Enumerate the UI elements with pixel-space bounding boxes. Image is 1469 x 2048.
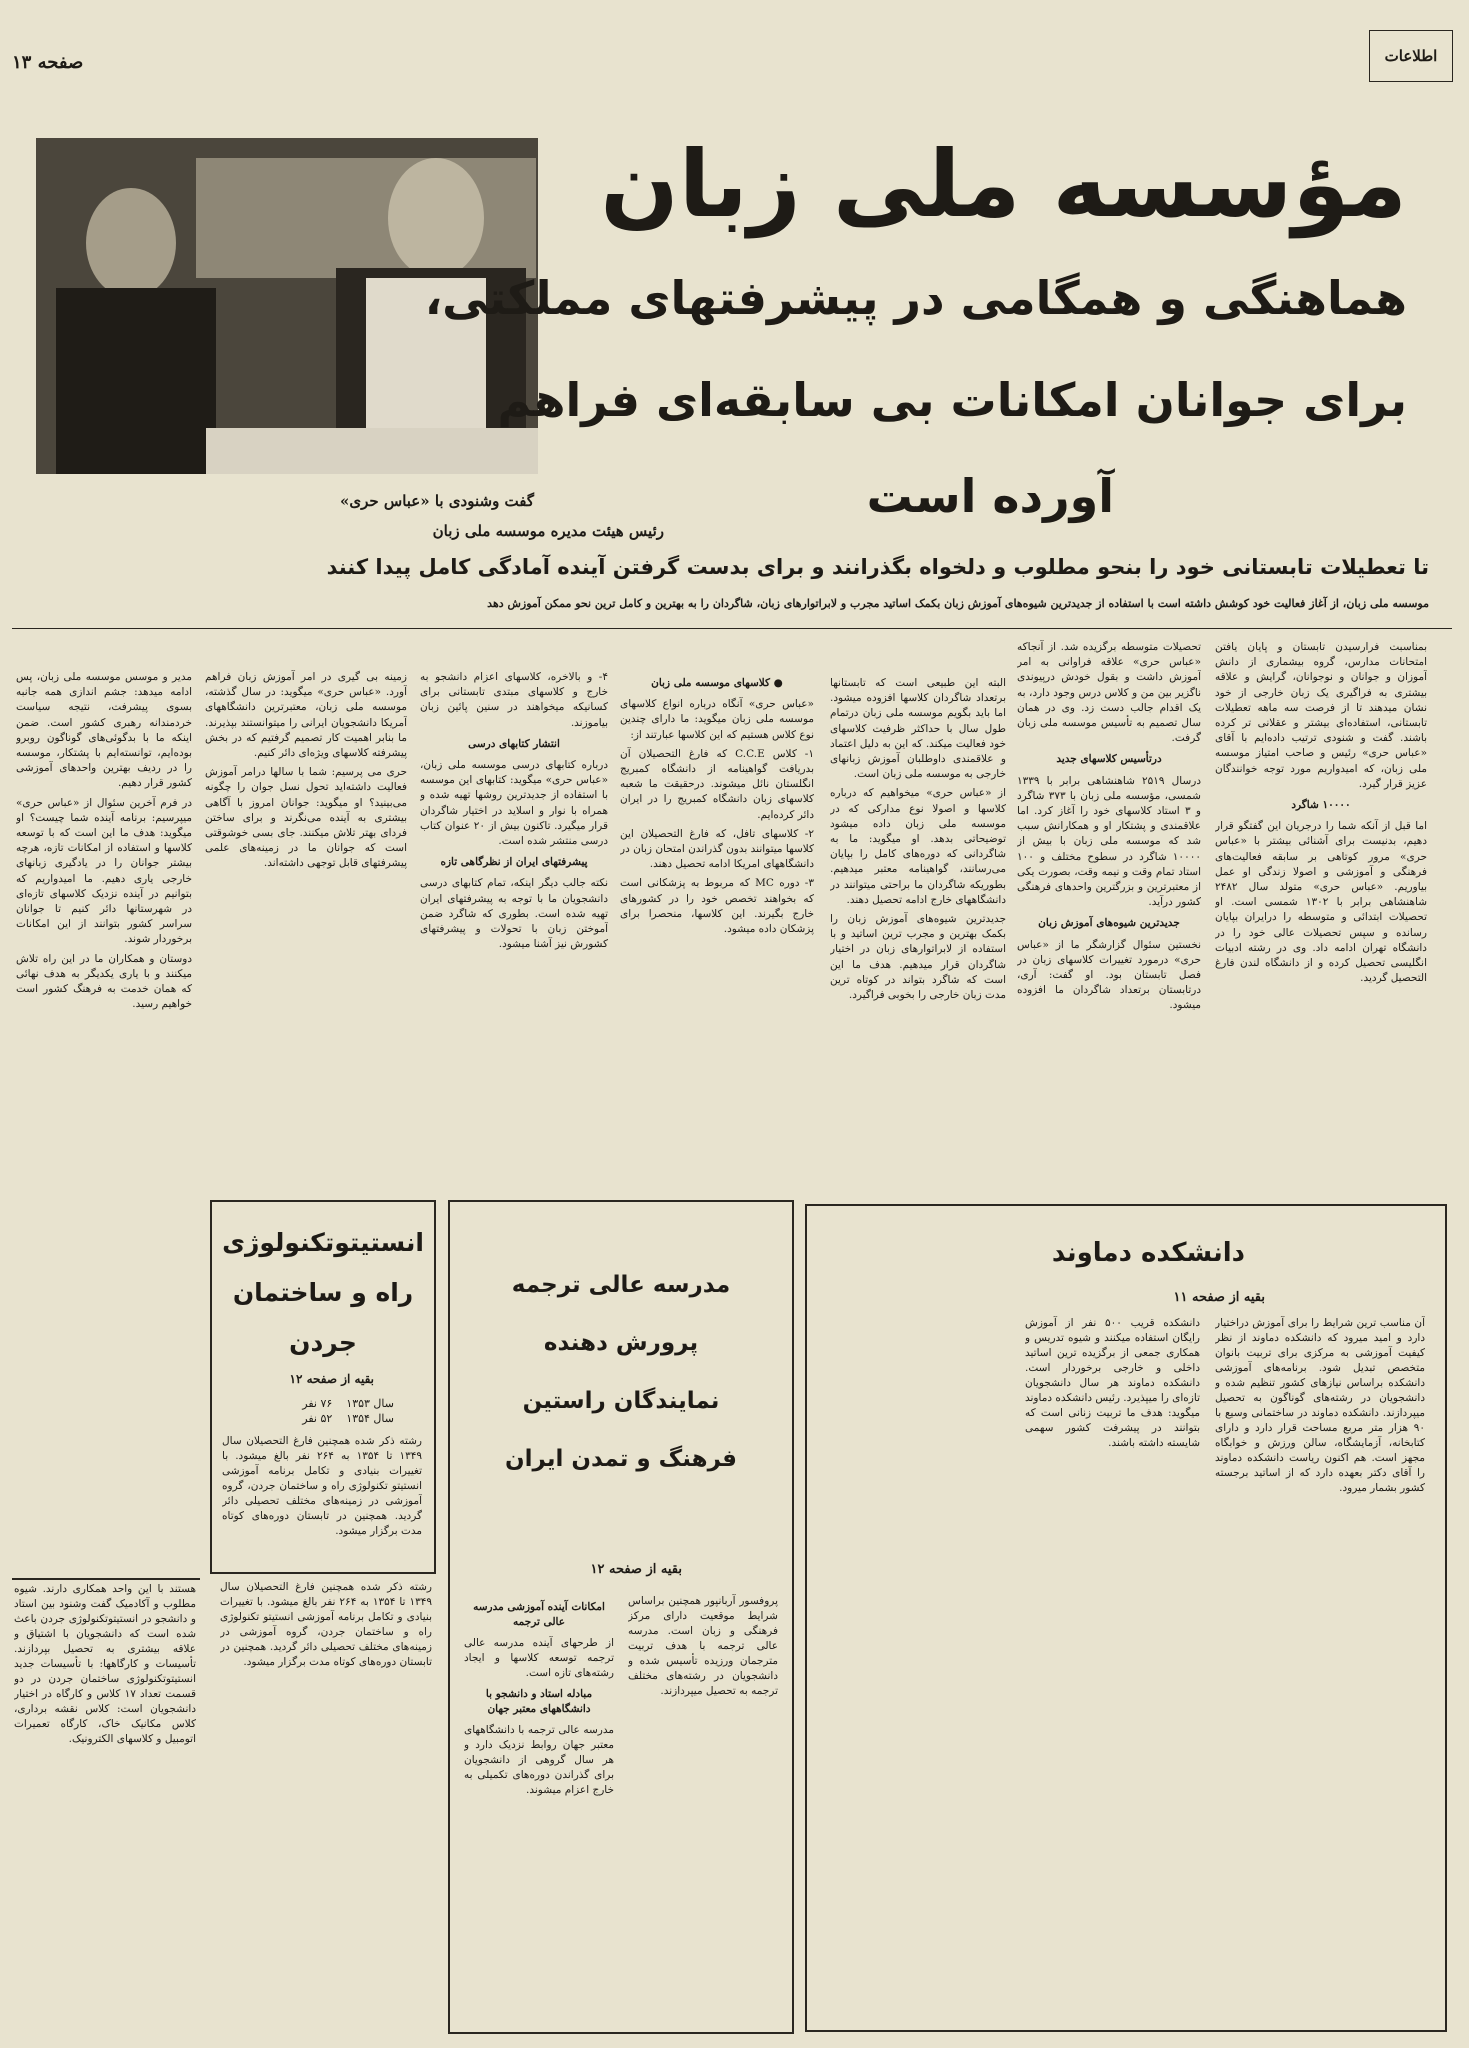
translation-title-line: فرهنگ و تمدن ایران xyxy=(505,1446,737,1472)
rule-lower xyxy=(12,1578,200,1580)
column-subhead: ۱۰۰۰۰ شاگرد xyxy=(1291,799,1351,812)
article-title: مؤسسه ملی زبان xyxy=(600,131,1407,238)
column-text: درباره کتابهای درسی موسسه ملی زبان، «عباس حری» میگوید: کتابهای این موسسه با استفاده از جدیدترین روشها تهیه شده و همراه با نوار و اسلاید در اختیار شاگردان قرار میگیرد. تاکنون بیش از ۲۰ عنوان کتاب درسی منتشر شده است. xyxy=(420,759,608,848)
article-intro: موسسه ملی زبان، از آغاز فعالیت خود کوشش داشته است با استفاده از جدیدترین شیوه‌های آموزش زبان بکمک اساتید مجرب و لابراتوارهای زبان، شاگردان را به بهترین و کامل ترین نحو ممکن آموزش دهد xyxy=(487,597,1429,610)
damavand-text-left: دانشکده قریب ۵۰۰ نفر از آموزش رایگان استفاده میکنند و شیوه تدریس و همکاری جمعی از برگزیده ترین اساتید داخلی و خارجی برخوردار است. دانشکده دماوند هر سال دانشجویان تازه‌ای را میپذیرد. رئیس دانشکده دماوند میگوید: هدف ما تربیت زنانی است که بتوانند در پیشرفت کشور سهمی شایسته داشته باشند. xyxy=(1025,1317,1200,1449)
column-text: ۲- کلاسهای تافل، که فارغ التحصیلان این کلاسها میتوانند بدون گذراندن امتحان زبان در دانشگاههای امریکا ادامه تحصیل دهند. xyxy=(620,827,814,871)
column-text: جدیدترین شیوه‌های آموزش زبان را بکمک بهترین و مجرب ترین اساتید و با استفاده از لابراتوارهای زبان در اختیار شاگردان قرار میدهیم. هدف ما این است که شاگرد بتواند در کوتاه ترین مدت زبان خارجی را بخوبی فراگیرد. xyxy=(830,913,1006,1002)
column-text: در فرم آخرین سئوال از «عباس حری» میپرسیم: برنامه آینده شما چیست؟ او میگوید: هدف ما این است که با توسعه کلاسها و استفاده از امکانات تازه، هرچه بیشتر جوانان را در یادگیری زبانهای خارجی یاری دهیم. ما امیدواریم که بتوانیم در آینده نزدیک کلاسهای تازه‌ای در شهرستانها دائر کنیم تا جوانان سراسر کشور بتوانند از این امکانات برخوردار شوند. xyxy=(16,796,192,946)
article-column-2 xyxy=(1017,640,1201,1172)
damavand-title: دانشکده دماوند xyxy=(1051,1238,1245,1268)
technology-title-line: راه و ساختمان xyxy=(232,1278,414,1307)
left-column-text: هستند با این واحد همکاری دارند. شیوه مطلوب و آکادمیک گفت وشنود بین استاد و دانشجو در انستیتوتکنولوژی جردن باعث شده است که دانشجویان با اشتیاق و علاقه بیشتری به تحصیل بپردازند. تأسیسات و کارگاهها: با تأسیسات جدید انستیتوتکنولوژی ساختمان جردن در دو قسمت تعداد ۱۷ کلاس و کارگاه در اختیار دانشجویان است: کلاس نقشه برداری، کلاس مکانیک خاک، کارگاه تعمیرات اتومبیل و کلاسهای الکترونیک. xyxy=(14,1583,196,1745)
technology-continued: بقیه از صفحه ۱۲ xyxy=(289,1372,374,1386)
damavand-continued: بقیه از صفحه ۱۱ xyxy=(1173,1290,1265,1305)
translation-title-line: مدرسه عالی ترجمه xyxy=(511,1272,731,1298)
article-column-5 xyxy=(420,670,608,1170)
masthead-logo: اطلاعات xyxy=(1369,30,1453,82)
technology-continuation: رشته ذکر شده همچنین فارغ التحصیلان سال ۱۳۴۹ تا ۱۳۵۴ به ۲۶۴ نفر بالغ میشود. با تغییرات بنیادی و تکامل برنامه آموزشی انستیتو تکنولوژی راه و ساختمان جردن، گروه آموزشی در زمینه‌های مختلف تحصیلی دائر گردید. همچنین در تابستان دوره‌های کوتاه مدت برگزار میشود. xyxy=(220,1581,432,1668)
technology-text: رشته ذکر شده همچنین فارغ التحصیلان سال ۱۳۴۹ تا ۱۳۵۴ به ۲۶۴ نفر بالغ میشود. با تغییرات بنیادی و تکامل برنامه آموزشی انستیتو تکنولوژی راه و ساختمان جردن، گروه آموزشی در زمینه‌های مختلف تحصیلی دائر گردید. همچنین در تابستان دوره‌های کوتاه مدت برگزار میشود. xyxy=(222,1435,422,1537)
translation-text-right: پروفسور آربانپور همچنین براساس شرایط موقعیت دارای مرکز فرهنگی و زبان است. مدرسه عالی ترجمه با هدف تربیت مترجمان ورزیده تأسیس شده و دانشجویان در رشته‌های مختلف ترجمه به تحصیل میپردازند. xyxy=(628,1595,778,1697)
translation-text-mid: از طرحهای آینده مدرسه عالی ترجمه توسعه کلاسها و ایجاد رشته‌های تازه است. xyxy=(464,1637,614,1679)
column-text: درسال ۲۵۱۹ شاهنشاهی برابر با ۱۳۳۹ شمسی، مؤسسه ملی زبان با ۳۷۳ شاگرد و ۳ استاد کلاسهای خود را آغاز کرد. اما علاقمندی و پشتکار او و همکارانش سبب شد که موسسه ملی زبان با بیش از ۱۰۰۰۰ شاگرد در سطوح مختلف و ۱۰۰ استاد تمام وقت و نیمه وقت، بصورت یکی از معتبرترین و بزرگترین واحدهای فرهنگی کشور درآید. xyxy=(1017,774,1201,909)
box-translation xyxy=(448,1200,794,2034)
column-subhead: انتشار کتابهای درسی xyxy=(468,737,560,750)
column-text: از «عباس حری» میخواهیم که درباره کلاسها و اصولا نوع مدارکی که در موسسه ملی زبان داده میشود توضیحاتی بدهد. او میگوید: ما به شاگردانی که دوره‌های کامل را بپایان می‌رسانند، گواهینامه معتبر میدهیم. بطوریکه شاگردان ما براحتی میتوانند در دانشگاههای خارج ادامه تحصیل دهند. xyxy=(830,787,1006,906)
column-text: ۳- دوره MC که مربوط به پزشکانی است که بخواهند تخصص خود را در کشورهای خارج بگیرند. این کلاسها، منحصرا برای پزشکان داده میشود. xyxy=(620,877,814,936)
translation-title-line: نمایندگان راستین xyxy=(522,1388,720,1414)
translation-title-line: پرورش دهنده xyxy=(543,1330,699,1356)
stat-row: سال ۱۳۵۳ ۷۶ نفر xyxy=(302,1397,394,1410)
column-text: البته این طبیعی است که تابستانها برتعداد شاگردان کلاسها افزوده میشود. اما باید بگویم موسسه ملی زبان درتمام طول سال با حداکثر ظرفیت کلاسهای خود فعالیت میکند. که این به دلیل اعتماد و علاقمندی داوطلبان آموزش زبانهای خارجی به موسسه ملی زبان است. xyxy=(830,677,1006,781)
column-text: دوستان و همکاران ما در این راه تلاش میکنند و با یاری یکدیگر به هدف نهائی که همان خدمت به فرهنگ کشور است خواهیم رسید. xyxy=(16,952,192,1011)
article-column-3 xyxy=(830,676,1006,1172)
stat-row: سال ۱۳۵۴ ۵۲ نفر xyxy=(302,1412,394,1425)
rule-top xyxy=(12,628,1452,629)
column-text: نکته جالب دیگر اینکه، تمام کتابهای درسی دانشجویان ما با توجه به پیشرفتهای ایران تهیه شده است. بطوری که شاگرد ضمن آموختن زبان با تحولات و پیشرفتهای کشورش نیز آشنا میشود. xyxy=(420,877,608,951)
column-subhead: درتأسیس کلاسهای جدید xyxy=(1056,753,1162,766)
article-subtitle-2: برای جوانان امکانات بی سابقه‌ای فراهم xyxy=(497,373,1407,427)
column-text: بمناسبت فرارسیدن تابستان و پایان یافتن امتحانات مدارس، گروه بیشماری از دانش آموزان و جوانان و نوجوانان، گرایش و علاقه بیشتری به فراگیری یک زبان خارجی از خود نشان میدهند تا از فرصت سه ماهه تعطیلات تابستانی، استفاده‌ای بیشتر و عقلانی تر کرده باشند. گفت و شنودی ترتیب داده‌ایم با آقای «عباس حری» رئیس و صاحب امتیاز موسسه ملی زبان، که امیدواریم مورد توجه خوانندگان عزیز قرار گیرد. xyxy=(1215,641,1427,790)
box-damavand xyxy=(805,1204,1447,2032)
translation-text-left-body: مدرسه عالی ترجمه با دانشگاههای معتبر جهان روابط نزدیک دارد و هر سال گروهی از دانشجویان برای گذراندن دوره‌های تکمیلی به خارج اعزام میشوند. xyxy=(464,1724,614,1796)
article-column-4 xyxy=(620,670,814,1170)
technology-title-line: جردن xyxy=(289,1328,357,1357)
technology-title-line: انستیتوتکنولوژی xyxy=(222,1228,424,1257)
translation-continued: بقیه از صفحه ۱۲ xyxy=(590,1562,682,1577)
article-deck: تا تعطیلات تابستانی خود را بنحو مطلوب و دلخواه بگذرانند و برای بدست گرفتن آینده آمادگی کامل پیدا کنند xyxy=(326,555,1429,579)
column-subhead: جدیدترین شیوه‌های آموزش زبان xyxy=(1038,917,1180,930)
column-text: ۴- و بالاخره، کلاسهای اعزام دانشجو به خارج و کلاسهای مبتدی تابستانی برای کسانیکه میخواهند در سنین پائین زبان بیاموزند. xyxy=(420,671,608,729)
column-text: ۱- کلاس C.C.E که فارغ التحصیلان آن بدریافت گواهینامه از دانشگاه کمبریج انگلستان نائل میشوند. درحقیقت ما شعبه کلاسهای زبان دانشگاه کمبریج را در ایران دائر کرده‌ایم. xyxy=(620,747,814,821)
column-text: نخستین سئوال گزارشگر ما از «عباس حری» درمورد تغییرات کلاسهای زبان در فصل تابستان بود. او گفت: آری، درتابستان برتعداد شاگردان ما افزوده میشود. xyxy=(1017,938,1201,1012)
page-label: صفحه ۱۳ xyxy=(12,52,84,73)
interview-role: رئیس هیئت مدیره موسسه ملی زبان xyxy=(432,522,664,540)
column-subhead: ● کلاسهای موسسه ملی زبان xyxy=(651,677,783,689)
article-column-1 xyxy=(1215,640,1427,1172)
technology-stats xyxy=(302,1396,394,1426)
article-subtitle-1: هماهنگی و همگامی در پیشرفتهای مملکتی، xyxy=(424,271,1407,325)
translation-text-left xyxy=(464,1594,614,2014)
interview-line: گفت وشنودی با «عباس حری» xyxy=(340,492,534,510)
article-subtitle-3: آورده است xyxy=(866,469,1114,523)
column-text: زمینه بی گیری در امر آموزش زبان فراهم آورد. «عباس حری» میگوید: در سال گذشته، موسسه ملی زبان، معتبرترین دانشگاههای آمریکا دانشجویان ایرانی را میتوانستند بپذیرند. ما بنابر اهمیت کار تصمیم گرفتیم که در بخش پیشرفته کلاسهای ویژه‌ای دائر کنیم. xyxy=(205,671,407,760)
column-text: تحصیلات متوسطه برگزیده شد. از آنجاکه «عباس حری» علاقه فراوانی به امر آموزش داشت و بقول خودش درپیوندی ناگزیر بین من و کلاس درس وجود دارد، به یک اقدام جالب دست زد. وی در همان سال تصمیم به تأسیس موسسه ملی زبان گرفت. xyxy=(1017,641,1201,745)
column-text: مدیر و موسس موسسه ملی زبان، پس ادامه میدهد: جشم اندازی همه جانبه بسوی پیشرفت، نتیجه سیاست خردمندانه رهبری کشور است. ضمن اینکه ما با بدگوئی‌های گوناگون روبرو بوده‌ایم، توانسته‌ایم با پشتکار، موسسه را در ردیف بهترین واحدهای آموزشی کشور قرار دهیم. xyxy=(16,671,192,790)
article-column-7 xyxy=(16,670,192,1574)
column-text: حری می پرسیم: شما با سالها درامر آموزش فعالیت داشته‌اید تحول نسل جوان را چگونه می‌بینید؟ او میگوید: جوانان امروز با آگاهی بیشتری به آینده می‌نگرند و برای ساختن فردای بهتر تلاش میکنند. جای بسی خوشوقتی است که جوانان ما در زمینه‌های علمی پیشرفتهای قابل توجهی داشته‌اند. xyxy=(205,766,407,870)
box-technology xyxy=(210,1200,436,1574)
column-text: اما قبل از آنکه شما را درجریان این گفتگو قرار دهیم، بدنیست برای آشنائی بیشتر با «عباس حری» مرور کوتاهی بر سابقه فعالیت‌های فرهنگی و آموزشی و اصولا زندگی او عمل بیاوریم. «عباس حری» متولد سال ۲۴۸۲ شاهنشاهی برابر با ۱۳۰۲ شمسی است. او تحصیلات ابتدائی و متوسطه را درایران بپایان رسانده و سپس تحصیلات عالی خود را در دانشگاه تهران ادامه داد. وی در رشته ادبیات انگلیسی تحصیل کرده و از دانشگاه لندن فارغ التحصیل گردید. xyxy=(1215,820,1427,985)
column-text: «عباس حری» آنگاه درباره انواع کلاسهای موسسه ملی زبان میگوید: ما دارای چندین نوع کلاس هستیم که این کلاسها عبارتند از: xyxy=(620,698,814,741)
column-subhead: پیشرفتهای ایران از نظرگاهی تازه xyxy=(440,856,588,869)
translation-sub-2: مبادله استاد و دانشجو با دانشگاههای معتبر جهان xyxy=(485,1688,593,1715)
damavand-text-right: آن مناسب ترین شرایط را برای آموزش دراختیار دارد و امید میرود که دانشکده دماوند از نظر کیفیت آموزشی به مرکزی برای تربیت بانوان متخصص تبدیل شود. برنامه‌های آموزشی دانشکده براساس نیازهای کشور تنظیم شده و دانشجویان در رشته‌های گوناگون به تحصیل میپردازند. دانشکده دماوند در ساختمانی وسیع با ۹۰ هزار متر مربع مساحت قرار دارد و دارای کتابخانه، آزمایشگاه، سالن ورزش و خوابگاه مجهز است. هم اکنون ریاست دانشکده دماوند را آقای دکتر بعهده دارد که از اساتید برجسته کشور بشمار میرود. xyxy=(1215,1317,1425,1494)
article-column-6 xyxy=(205,670,407,1170)
technology-title xyxy=(212,1218,434,1368)
translation-sub-1: امکانات آینده آموزشی مدرسه عالی ترجمه xyxy=(473,1601,605,1628)
translation-title xyxy=(450,1256,792,1488)
